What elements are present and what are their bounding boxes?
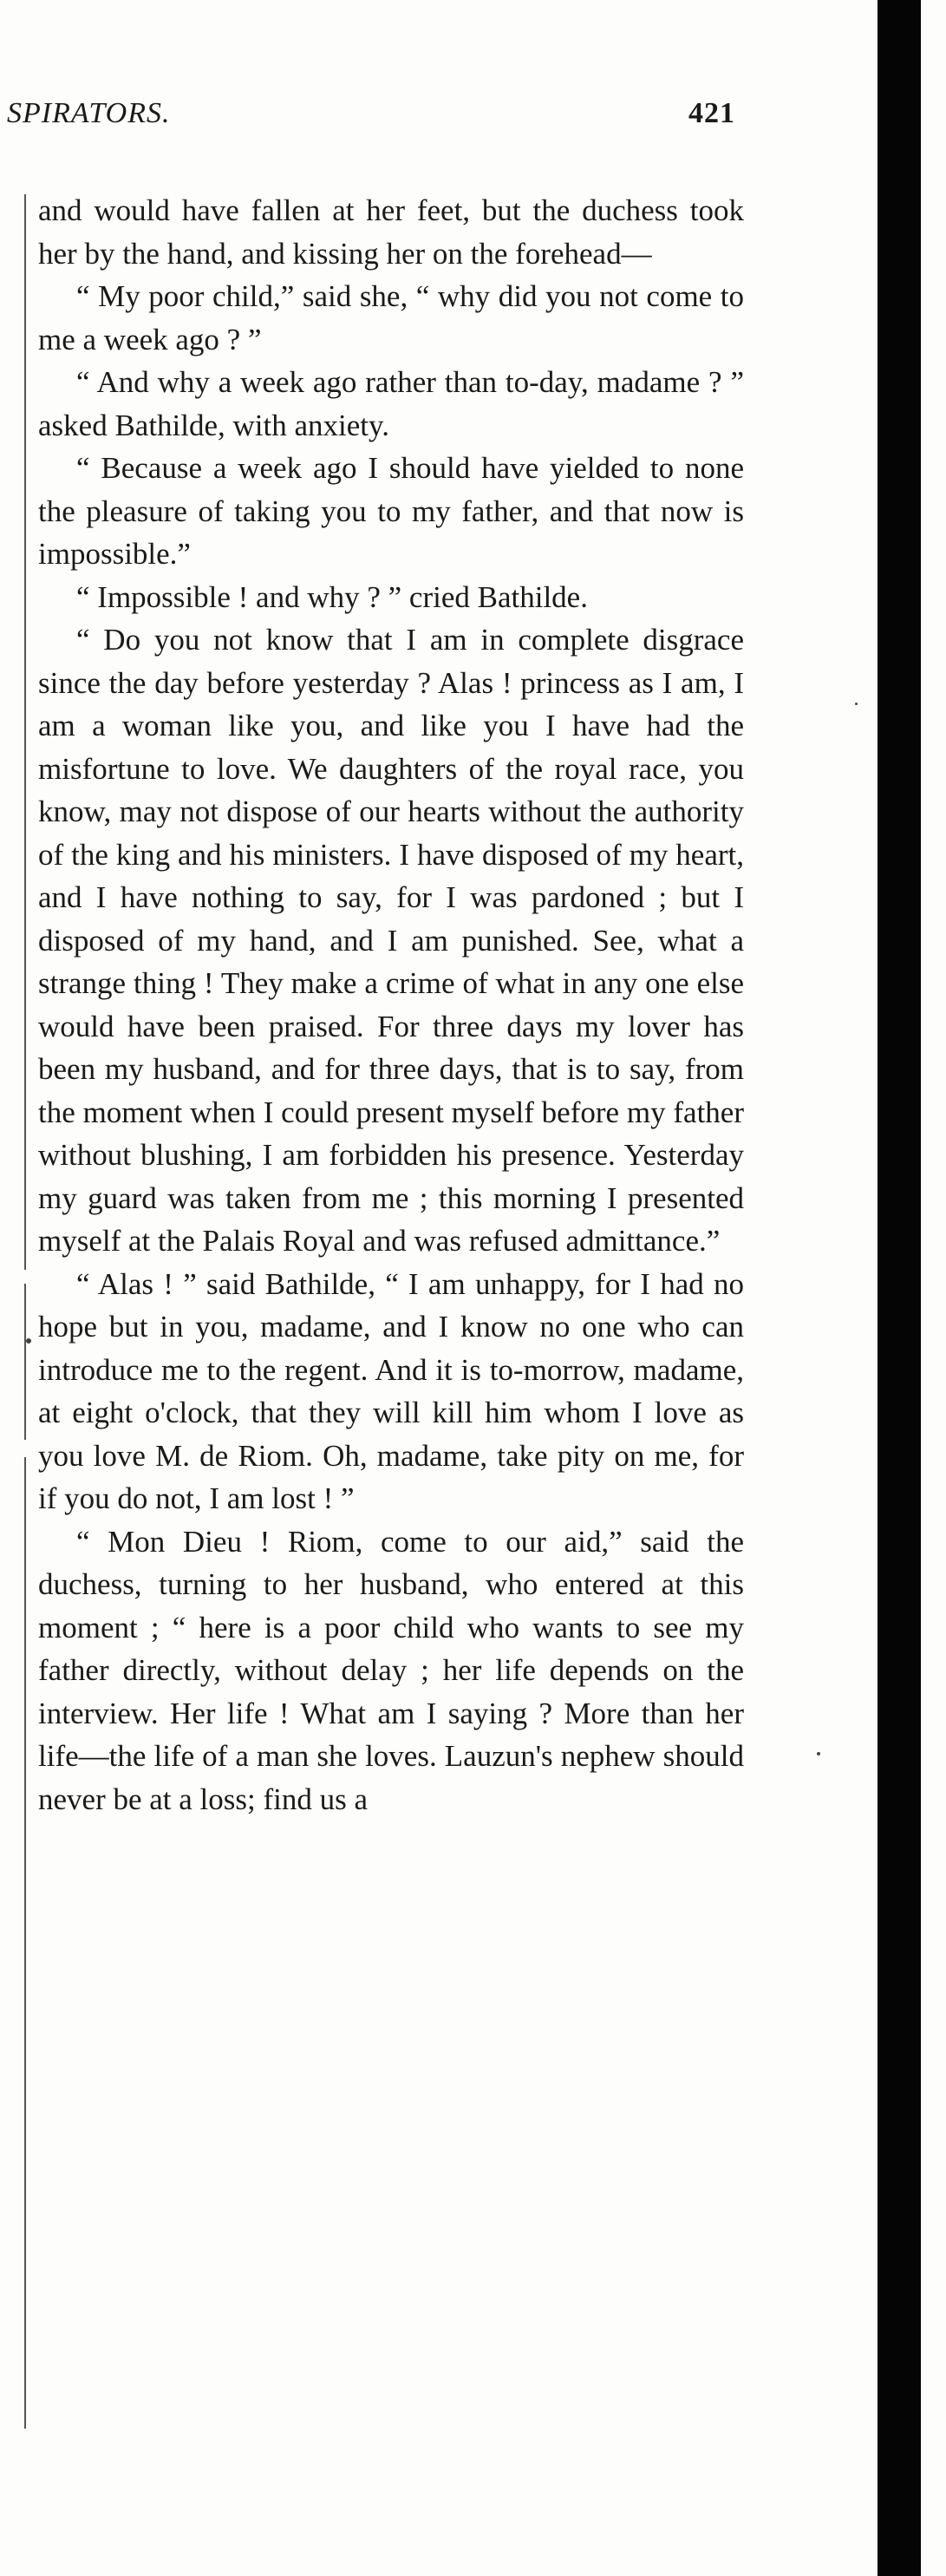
- page-number: 421: [688, 97, 735, 129]
- paragraph: “ Alas ! ” said Bathilde, “ I am unhappy, for I had no hope but in you, madame, and I know no one who can introduce me to the regent. And it is to-morrow, madame, at eight o'clock, that they will kill him whom I love as you love M. de Riom. Oh, madame, take pity on me, for if you do not, I am lost ! ”: [38, 1266, 744, 1515]
- body-text: [38, 189, 744, 1821]
- left-margin-rule: [24, 1284, 26, 1440]
- paragraph: “ Impossible ! and why ? ” cried Bathilde.: [76, 579, 588, 614]
- running-title: SPIRATORS.: [7, 97, 171, 129]
- paragraph: “ My poor child,” said she, “ why did you not come to me a week ago ? ”: [38, 279, 744, 356]
- print-speck: [26, 1338, 31, 1344]
- binding-edge: [877, 0, 921, 2576]
- print-speck: [855, 703, 858, 705]
- paragraph: “ Mon Dieu ! Riom, come to our aid,” said the duchess, turning to her husband, who entered at this moment ; “ here is a poor child who wants to see my father directly, without delay ; her life depends on the interview. Her life ! What am I saying ? More than her life—the life of a man she loves. Lauzun's nephew should never be at a loss; find us a: [38, 1524, 744, 1816]
- paragraph: “ Because a week ago I should have yielded to none the pleasure of taking you to my father, and that now is impossible.”: [38, 451, 744, 571]
- paragraph: “ Do you not know that I am in complete disgrace since the day before yesterday ? Alas ! princess as I am, I am a woman like you, and like you I have had the misfortune to love. We daughters of the royal race, you know, may not dispose of our hearts without the authority of the king and his ministers. I have disposed of my heart, and I have nothing to say, for I was pardoned ; but I disposed of my hand, and I am punished. See, what a strange thing ! They make a crime of what in any one else would have been praised. For three days my lover has been my husband, and for three days, that is to say, from the moment when I could present myself before my father without blushing, I am forbidden his presence. Yesterday my guard was taken from me ; this morning I presented myself at the Palais Royal and was refused admittance.”: [38, 623, 744, 1258]
- print-speck: [817, 1752, 820, 1755]
- left-margin-rule: [24, 1457, 26, 2429]
- paragraph: “ And why a week ago rather than to-day, madame ? ” asked Bathilde, with anxiety.: [38, 365, 744, 442]
- left-margin-rule: [24, 194, 26, 1270]
- running-head: [7, 97, 753, 141]
- paragraph: and would have fallen at her feet, but the duchess took her by the hand, and kissing her on the forehead—: [38, 193, 744, 271]
